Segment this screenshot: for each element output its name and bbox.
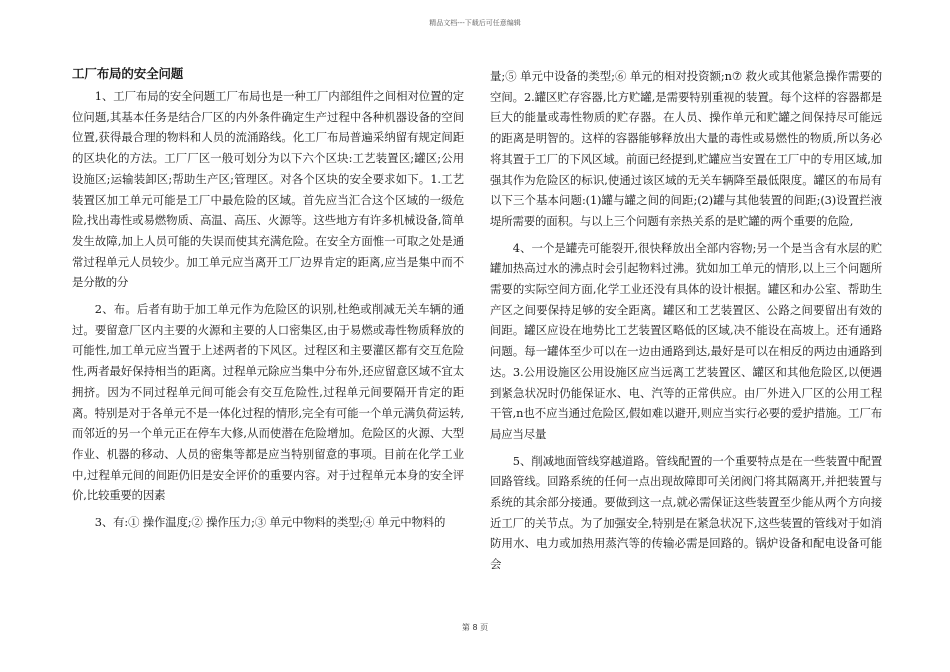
document-title: 工厂布局的安全问题: [72, 66, 184, 81]
paragraph: 3、有:① 操作温度;② 操作压力;③ 单元中物料的类型;④ 单元中物料的: [94, 515, 446, 530]
paragraph: 4、一个是罐壳可能裂开,很快释放出全部内容物;另一个是当含有水层的贮罐加热高过水的沸点时会引起物料过沸。犹如加工单元的情形,以上三个问题所需要的实际空间方面,化学工业还没有具体的设计根据。罐区和办公室、帮助生产区之间要保持足够的安全距离。罐区和工艺装置区、公路之间要留出有效的间距。罐区应设在地势比工艺装置区略低的区域,决不能设在高坡上。还有通路问题。每一罐体至少可以在一边由通路到达,最好是可以在相反的两边由通路到达。3.公用设施区公用设施区应当远离工艺装置区、罐区和其他危险区,以便遇到紧急状况时仍能保证水、电、汽等的正常供应。由厂外进入厂区的公用工程干管,n也不应当通过危险区,假如难以避开,则应当实行必要的爱护措施。工厂布局应当尽量: [490, 240, 882, 441]
page-number: 第 8 页: [461, 623, 489, 632]
paragraph: 2、布。后者有助于加工单元作为危险区的识别,杜绝或削减无关车辆的通过。要留意厂区内主要的火源和主要的人口密集区,由于易燃或毒性物质释放的可能性,加工单元应当置于上述两者的下风区。过程区和主要灌区都有交互危险性,两者最好保持相当的距离。过程单元除应当集中分布外,还应留意区域不宜太拥挤。因为不同过程单元间可能会有交互危险性,过程单元间要隔开肯定的距离。特别是对于各单元不是一体化过程的情形,完全有可能一个单元满负荷运转,而邻近的另一个单元正在停车大修,从而使潜在危险增加。危险区的火源、大型作业、机器的移动、人员的密集等都是应当特别留意的事项。目前在化学工业中,过程单元间的间距仍旧是安全评价的重要内容。对于过程单元本身的安全评价,比较重要的因素: [72, 302, 464, 503]
paragraph: 量;⑤ 单元中设备的类型;⑥ 单元的相对投资额;n⑦ 救火或其他紧急操作需要的空间。2.罐区贮存容器,比方贮罐,是需要特别重视的装置。每个这样的容器都是巨大的能量或毒性物质的贮存器。在人员、操作单元和贮罐之间保持尽可能远的距离是明智的。这样的容器能够释放出大量的毒性或易燃性的物质,所以务必将其置于工厂的下风区域。前面已经提到,贮罐应当安置在工厂中的专用区域,加强其作为危险区的标识,使通过该区域的无关车辆降至最低限度。罐区的布局有以下三个基本问题:(1)罐与罐之间的间距;(2)罐与其他装置的间距;(3)设置拦液堤所需要的面积。与以上三个问题有亲热关系的是贮罐的两个重要的危险,: [490, 69, 882, 228]
page-header: 精品文档---下载后可任意编辑: [429, 19, 521, 27]
paragraph: 5、削减地面管线穿越道路。管线配置的一个重要特点是在一些装置中配置回路管线。回路系统的任何一点出现故障即可关闭阀门将其隔离开,并把装置与系统的其余部分接通。要做到这一点,就必需保证这些装置至少能从两个方向接近工厂的关节点。为了加强安全,特别是在紧急状况下,这些装置的管线对于如消防用水、电力或加热用蒸汽等的传输必需是回路的。锅炉设备和配电设备可能会: [490, 453, 882, 572]
right-column: [490, 66, 882, 581]
left-column: [72, 64, 464, 539]
paragraph: 1、工厂布局的安全问题工厂布局也是一种工厂内部组件之间相对位置的定位问题,其基本任务是结合厂区的内外条件确定生产过程中各种机器设备的空间位置,获得最合理的物料和人员的流涌路线。化工厂布局普遍采纳留有规定间距的区块化的方法。工厂厂区一般可划分为以下六个区块:工艺装置区;罐区;公用设施区;运输装卸区;帮助生产区;管理区。对各个区块的安全要求如下。1.工艺装置区加工单元可能是工厂中最危险的区域。首先应当汇合这个区域的一级危险,找出毒性或易燃物质、高温、高压、火源等。这些地方有许多机械设备,简单发生故障,加上人员可能的失误而使其充满危险。在安全方面惟一可取之处是通常过程单元人员较少。加工单元应当离开工厂边界肯定的距离,应当是集中而不是分散的分: [72, 89, 464, 290]
